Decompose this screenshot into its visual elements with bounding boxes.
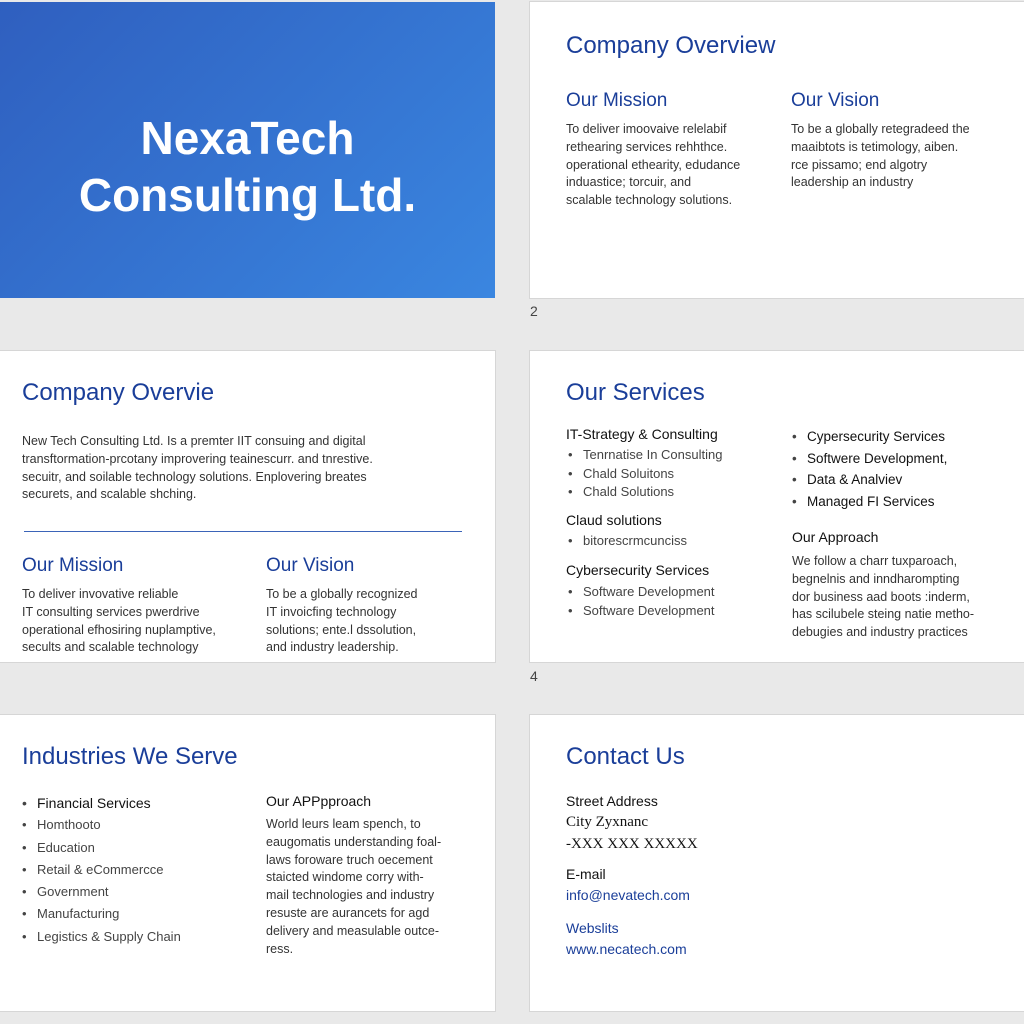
slide-contact-us[interactable] [530,715,1024,1011]
list-item: • Financial Services [22,792,181,814]
cover-slide[interactable] [0,2,495,298]
mission-text: To deliver imoovaive relelabif rethearing services rehhthce. operational ethearity, edudance induastice; torcuir, and scalable technology solutions. [566,122,741,208]
intro-text: New Tech Consulting Ltd. Is a premter IIT consuing and digital transftormation-prcotany improvering teainescurr. and tnrestive. secuitr, and soilable technology solutions. Enplovering breates securets, and scalable shching. [22,434,373,502]
list-item: • Homthooto [22,814,181,836]
list-item: • Manufacturing [22,903,181,925]
cover-title-line1: NexaTech [140,112,355,164]
list-item: • Software Development [568,583,715,602]
list-item: • Data & Analviev [792,469,947,491]
list-item: • Cypersecurity Services [792,426,947,448]
list-item: • Tenrnatise In Consulting [568,446,722,465]
slide-title: Company Overview [566,32,776,59]
street-label: Street Address [566,793,658,809]
service-group-heading: IT-Strategy & Consulting [566,426,718,442]
approach-heading: Our APPpproach [266,793,372,809]
list-item: • Education [22,837,181,859]
email-label: E-mail [566,866,606,882]
vision-text: To be a globally retegradeed the maaibtots is tetimology, aiben. rce pissamo; end algotry leadership an industry [791,122,970,190]
approach-text: World leurs leam spench, to eaugomatis understanding foal- laws foroware truch oecement staicted windome corry with- mail technologies and industry resuste are aurancets for agd delivery and measulable outce- ress. [266,817,442,956]
approach-text: We follow a charr tuxparoach, begnelnis and inndharompting dor business aad boots :inderm, has scilubele steing natie metho- debugies and industry practices [792,554,975,640]
page-number: 4 [530,668,538,684]
page-number: 2 [530,303,538,319]
list-item: • Chald Soluitons [568,465,722,484]
divider [24,531,462,532]
phone-value: -XXX XXX XXXXX [566,836,698,852]
email-link[interactable]: info@nevatech.com [566,887,690,903]
slide-company-overview-detail[interactable] [0,351,495,662]
cover-title-line2: Consulting Ltd. [78,169,417,221]
vision-heading: Our Vision [791,90,880,111]
slide-industries[interactable] [0,715,495,1011]
website-label: Webslits [566,920,619,936]
list-item: • Legistics & Supply Chain [22,926,181,948]
street-value: City Zyxnanc [566,814,649,830]
list-item: • Chald Solutions [568,483,722,502]
service-list-right [792,426,947,512]
approach-heading: Our Approach [792,529,879,545]
mission-heading: Our Mission [22,555,124,576]
list-item: • Government [22,881,181,903]
service-list [568,532,687,551]
industry-list [22,792,181,948]
service-group-heading: Cybersecurity Services [566,562,710,578]
vision-text: To be a globally recognized IT invoicfing technology solutions; ente.l dssolution, and industry leadership. [266,587,418,655]
cover-title [0,110,495,224]
mission-heading: Our Mission [566,90,668,111]
list-item: • Software Development [568,602,715,621]
slide-title: Our Services [566,379,705,406]
service-list [568,583,715,620]
service-group-heading: Claud solutions [566,512,662,528]
list-item: • bitorescrmcunciss [568,532,687,551]
slide-title: Contact Us [566,743,685,770]
list-item: • Managed FI Services [792,491,947,513]
slide-our-services[interactable] [530,351,1024,662]
list-item: • Softwere Development, [792,448,947,470]
list-item: • Retail & eCommercce [22,859,181,881]
service-list [568,446,722,502]
slide-title: Company Overvie [22,379,215,406]
vision-heading: Our Vision [266,555,355,576]
mission-text: To deliver invovative reliable IT consulting services pwerdrive operational efhosiring nuplamptive, secults and scalable technology [22,587,216,655]
slide-company-overview[interactable] [530,2,1024,298]
slide-title: Industries We Serve [22,743,238,770]
website-link[interactable]: www.necatech.com [566,941,687,957]
